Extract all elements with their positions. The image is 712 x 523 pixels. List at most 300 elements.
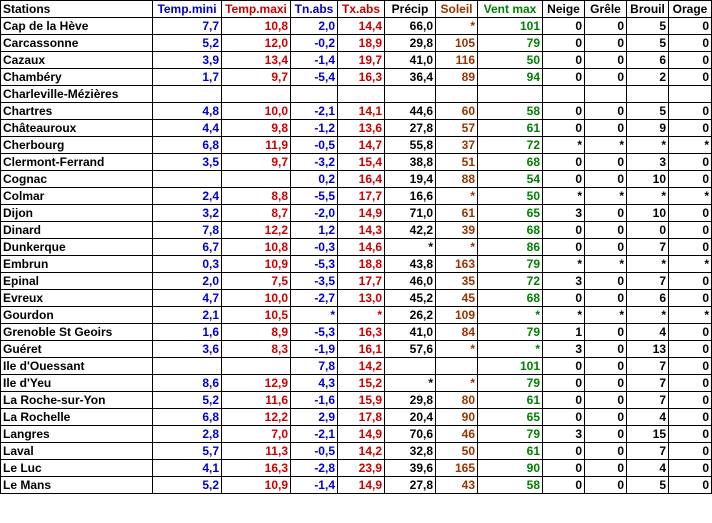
header-grele: Grêle bbox=[585, 1, 627, 18]
cell-tx-abs: 17,8 bbox=[338, 409, 385, 426]
cell-vent-max: 68 bbox=[478, 222, 543, 239]
cell-brouil: 7 bbox=[627, 375, 669, 392]
cell-neige: 0 bbox=[543, 154, 585, 171]
cell-tx-abs: 16,4 bbox=[338, 171, 385, 188]
cell-tn-abs: -2,1 bbox=[291, 426, 338, 443]
cell-station-name: Châteauroux bbox=[1, 120, 153, 137]
cell-tn-abs: 2,9 bbox=[291, 409, 338, 426]
table-row bbox=[1, 103, 712, 120]
cell-orage: 0 bbox=[669, 35, 712, 52]
cell-temp-maxi: 10,9 bbox=[222, 256, 291, 273]
cell-soleil: 57 bbox=[436, 120, 478, 137]
cell-precip: * bbox=[385, 375, 436, 392]
cell-tx-abs: 23,9 bbox=[338, 460, 385, 477]
cell-neige: 0 bbox=[543, 239, 585, 256]
cell-temp-mini: 6,8 bbox=[153, 409, 222, 426]
cell-vent-max: * bbox=[478, 341, 543, 358]
cell-tn-abs: -5,3 bbox=[291, 324, 338, 341]
cell-grele: 0 bbox=[585, 290, 627, 307]
cell-station-name: Cazaux bbox=[1, 52, 153, 69]
cell-orage: 0 bbox=[669, 477, 712, 494]
cell-neige: * bbox=[543, 256, 585, 273]
cell-brouil: 4 bbox=[627, 324, 669, 341]
cell-grele: 0 bbox=[585, 239, 627, 256]
cell-station-name: Charleville-Mézières bbox=[1, 86, 153, 103]
header-soleil: Soleil bbox=[436, 1, 478, 18]
cell-precip: 29,8 bbox=[385, 35, 436, 52]
cell-vent-max: 101 bbox=[478, 358, 543, 375]
cell-soleil: 37 bbox=[436, 137, 478, 154]
table-row bbox=[1, 443, 712, 460]
cell-soleil: * bbox=[436, 341, 478, 358]
cell-tx-abs bbox=[338, 86, 385, 103]
cell-temp-maxi bbox=[222, 358, 291, 375]
cell-neige: 0 bbox=[543, 120, 585, 137]
table-row bbox=[1, 307, 712, 324]
cell-station-name: Ile d'Yeu bbox=[1, 375, 153, 392]
cell-tx-abs: 17,7 bbox=[338, 273, 385, 290]
cell-vent-max: 54 bbox=[478, 171, 543, 188]
cell-precip: 57,6 bbox=[385, 341, 436, 358]
cell-tx-abs: 16,3 bbox=[338, 324, 385, 341]
cell-tn-abs: 1,2 bbox=[291, 222, 338, 239]
cell-grele: 0 bbox=[585, 392, 627, 409]
cell-neige: 0 bbox=[543, 460, 585, 477]
cell-brouil: 13 bbox=[627, 341, 669, 358]
cell-vent-max: 68 bbox=[478, 154, 543, 171]
table-row bbox=[1, 86, 712, 103]
cell-grele: * bbox=[585, 307, 627, 324]
cell-temp-mini: 1,6 bbox=[153, 324, 222, 341]
cell-temp-maxi bbox=[222, 86, 291, 103]
table-row bbox=[1, 154, 712, 171]
cell-precip: 55,8 bbox=[385, 137, 436, 154]
cell-neige: 3 bbox=[543, 205, 585, 222]
cell-tn-abs: -1,9 bbox=[291, 341, 338, 358]
cell-vent-max: 65 bbox=[478, 409, 543, 426]
cell-precip: 66,0 bbox=[385, 18, 436, 35]
cell-tx-abs: 14,4 bbox=[338, 18, 385, 35]
cell-tn-abs: -0,2 bbox=[291, 35, 338, 52]
cell-tn-abs: * bbox=[291, 307, 338, 324]
cell-temp-maxi: 10,0 bbox=[222, 290, 291, 307]
cell-brouil: 6 bbox=[627, 290, 669, 307]
cell-grele: 0 bbox=[585, 358, 627, 375]
cell-soleil: 39 bbox=[436, 222, 478, 239]
cell-temp-maxi: 9,8 bbox=[222, 120, 291, 137]
cell-temp-mini: 2,0 bbox=[153, 273, 222, 290]
cell-tn-abs: -3,5 bbox=[291, 273, 338, 290]
cell-tn-abs: -2,0 bbox=[291, 205, 338, 222]
cell-vent-max: 61 bbox=[478, 392, 543, 409]
table-row bbox=[1, 392, 712, 409]
cell-precip: 44,6 bbox=[385, 103, 436, 120]
cell-soleil: 45 bbox=[436, 290, 478, 307]
cell-grele: 0 bbox=[585, 35, 627, 52]
cell-station-name: Dijon bbox=[1, 205, 153, 222]
cell-vent-max: 61 bbox=[478, 120, 543, 137]
cell-vent-max bbox=[478, 86, 543, 103]
cell-grele: * bbox=[585, 137, 627, 154]
cell-orage: * bbox=[669, 188, 712, 205]
cell-brouil: 0 bbox=[627, 222, 669, 239]
cell-tn-abs: -2,8 bbox=[291, 460, 338, 477]
header-tx-abs: Tx.abs bbox=[338, 1, 385, 18]
cell-tx-abs: 18,8 bbox=[338, 256, 385, 273]
cell-temp-maxi: 12,2 bbox=[222, 222, 291, 239]
cell-grele: 0 bbox=[585, 120, 627, 137]
cell-neige: 0 bbox=[543, 477, 585, 494]
cell-temp-maxi: 7,0 bbox=[222, 426, 291, 443]
cell-neige: 0 bbox=[543, 103, 585, 120]
cell-tx-abs: 14,2 bbox=[338, 443, 385, 460]
cell-station-name: Guéret bbox=[1, 341, 153, 358]
cell-temp-maxi: 9,7 bbox=[222, 154, 291, 171]
cell-soleil: 116 bbox=[436, 52, 478, 69]
cell-precip: 27,8 bbox=[385, 120, 436, 137]
cell-grele: 0 bbox=[585, 477, 627, 494]
cell-temp-maxi: 12,2 bbox=[222, 409, 291, 426]
cell-tn-abs: -2,7 bbox=[291, 290, 338, 307]
cell-orage: 0 bbox=[669, 426, 712, 443]
cell-brouil: 7 bbox=[627, 239, 669, 256]
cell-soleil: 60 bbox=[436, 103, 478, 120]
cell-grele: 0 bbox=[585, 426, 627, 443]
cell-orage: 0 bbox=[669, 103, 712, 120]
cell-vent-max: 79 bbox=[478, 375, 543, 392]
cell-grele: 0 bbox=[585, 103, 627, 120]
cell-precip: 41,0 bbox=[385, 52, 436, 69]
cell-precip: 71,0 bbox=[385, 205, 436, 222]
cell-temp-mini: 6,7 bbox=[153, 239, 222, 256]
cell-brouil: * bbox=[627, 137, 669, 154]
cell-temp-mini: 8,6 bbox=[153, 375, 222, 392]
cell-soleil bbox=[436, 86, 478, 103]
cell-precip: 41,0 bbox=[385, 324, 436, 341]
table-row bbox=[1, 477, 712, 494]
cell-precip: 36,4 bbox=[385, 69, 436, 86]
cell-vent-max: 101 bbox=[478, 18, 543, 35]
header-row bbox=[1, 1, 712, 18]
cell-grele: 0 bbox=[585, 341, 627, 358]
cell-neige: 0 bbox=[543, 171, 585, 188]
cell-precip: 19,4 bbox=[385, 171, 436, 188]
cell-soleil: * bbox=[436, 188, 478, 205]
cell-tn-abs: 0,2 bbox=[291, 171, 338, 188]
cell-brouil bbox=[627, 86, 669, 103]
cell-precip: 42,2 bbox=[385, 222, 436, 239]
cell-brouil: 7 bbox=[627, 273, 669, 290]
cell-temp-maxi bbox=[222, 171, 291, 188]
cell-brouil: 5 bbox=[627, 477, 669, 494]
cell-tx-abs: 14,7 bbox=[338, 137, 385, 154]
cell-tn-abs: -2,1 bbox=[291, 103, 338, 120]
cell-vent-max: 58 bbox=[478, 103, 543, 120]
cell-brouil: 7 bbox=[627, 358, 669, 375]
cell-station-name: Gourdon bbox=[1, 307, 153, 324]
table-row bbox=[1, 341, 712, 358]
cell-vent-max: 94 bbox=[478, 69, 543, 86]
cell-temp-maxi: 12,9 bbox=[222, 375, 291, 392]
cell-tx-abs: 15,4 bbox=[338, 154, 385, 171]
table-row bbox=[1, 256, 712, 273]
table-row bbox=[1, 52, 712, 69]
cell-station-name: Clermont-Ferrand bbox=[1, 154, 153, 171]
cell-soleil: 46 bbox=[436, 426, 478, 443]
cell-temp-mini: 3,2 bbox=[153, 205, 222, 222]
cell-precip: 38,8 bbox=[385, 154, 436, 171]
cell-precip: 45,2 bbox=[385, 290, 436, 307]
cell-temp-mini: 5,2 bbox=[153, 392, 222, 409]
cell-tn-abs: -0,3 bbox=[291, 239, 338, 256]
cell-soleil: 90 bbox=[436, 409, 478, 426]
cell-tx-abs: 13,0 bbox=[338, 290, 385, 307]
cell-station-name: Ile d'Ouessant bbox=[1, 358, 153, 375]
cell-orage: 0 bbox=[669, 18, 712, 35]
cell-orage: * bbox=[669, 137, 712, 154]
cell-neige: * bbox=[543, 307, 585, 324]
cell-precip: 32,8 bbox=[385, 443, 436, 460]
cell-soleil: 165 bbox=[436, 460, 478, 477]
cell-soleil: 109 bbox=[436, 307, 478, 324]
cell-soleil: 88 bbox=[436, 171, 478, 188]
cell-station-name: Cognac bbox=[1, 171, 153, 188]
cell-temp-mini: 0,3 bbox=[153, 256, 222, 273]
cell-brouil: 3 bbox=[627, 154, 669, 171]
cell-station-name: Dinard bbox=[1, 222, 153, 239]
table-row bbox=[1, 137, 712, 154]
cell-grele bbox=[585, 86, 627, 103]
cell-neige: 1 bbox=[543, 324, 585, 341]
cell-temp-maxi: 12,0 bbox=[222, 35, 291, 52]
cell-station-name: Laval bbox=[1, 443, 153, 460]
cell-vent-max: 50 bbox=[478, 188, 543, 205]
cell-orage: 0 bbox=[669, 273, 712, 290]
cell-station-name: Cap de la Hève bbox=[1, 18, 153, 35]
cell-precip: 46,0 bbox=[385, 273, 436, 290]
cell-neige: 0 bbox=[543, 443, 585, 460]
cell-soleil: 51 bbox=[436, 154, 478, 171]
cell-brouil: 4 bbox=[627, 460, 669, 477]
cell-tx-abs: 14,2 bbox=[338, 358, 385, 375]
cell-orage: 0 bbox=[669, 392, 712, 409]
cell-brouil: 2 bbox=[627, 69, 669, 86]
cell-tn-abs: 2,0 bbox=[291, 18, 338, 35]
cell-tn-abs bbox=[291, 86, 338, 103]
cell-precip: 16,6 bbox=[385, 188, 436, 205]
table-row bbox=[1, 35, 712, 52]
cell-soleil bbox=[436, 358, 478, 375]
cell-precip: 43,8 bbox=[385, 256, 436, 273]
cell-neige: 0 bbox=[543, 358, 585, 375]
cell-temp-mini bbox=[153, 171, 222, 188]
cell-brouil: 5 bbox=[627, 18, 669, 35]
cell-precip bbox=[385, 358, 436, 375]
cell-soleil: * bbox=[436, 375, 478, 392]
cell-neige: 0 bbox=[543, 375, 585, 392]
cell-orage: 0 bbox=[669, 171, 712, 188]
cell-vent-max: * bbox=[478, 307, 543, 324]
table-row bbox=[1, 273, 712, 290]
cell-temp-mini: 5,2 bbox=[153, 35, 222, 52]
header-precip: Précip bbox=[385, 1, 436, 18]
cell-orage: 0 bbox=[669, 120, 712, 137]
cell-soleil: 50 bbox=[436, 443, 478, 460]
cell-neige: * bbox=[543, 188, 585, 205]
cell-temp-mini: 6,8 bbox=[153, 137, 222, 154]
cell-brouil: 10 bbox=[627, 171, 669, 188]
cell-tn-abs: -1,2 bbox=[291, 120, 338, 137]
cell-tx-abs: 15,9 bbox=[338, 392, 385, 409]
table-row bbox=[1, 18, 712, 35]
cell-temp-mini: 1,7 bbox=[153, 69, 222, 86]
cell-grele: 0 bbox=[585, 171, 627, 188]
cell-station-name: Cherbourg bbox=[1, 137, 153, 154]
cell-neige: * bbox=[543, 137, 585, 154]
cell-temp-mini bbox=[153, 358, 222, 375]
cell-neige: 0 bbox=[543, 18, 585, 35]
cell-brouil: 10 bbox=[627, 205, 669, 222]
cell-grele: 0 bbox=[585, 324, 627, 341]
header-station: Stations bbox=[1, 1, 153, 18]
cell-neige: 0 bbox=[543, 35, 585, 52]
table-row bbox=[1, 222, 712, 239]
cell-tx-abs: 17,7 bbox=[338, 188, 385, 205]
cell-tx-abs: * bbox=[338, 307, 385, 324]
cell-vent-max: 79 bbox=[478, 324, 543, 341]
cell-station-name: Le Mans bbox=[1, 477, 153, 494]
cell-grele: 0 bbox=[585, 443, 627, 460]
cell-tn-abs: -3,2 bbox=[291, 154, 338, 171]
cell-tx-abs: 14,1 bbox=[338, 103, 385, 120]
cell-vent-max: 79 bbox=[478, 35, 543, 52]
cell-neige bbox=[543, 86, 585, 103]
cell-orage: 0 bbox=[669, 205, 712, 222]
cell-vent-max: 58 bbox=[478, 477, 543, 494]
cell-temp-maxi: 8,7 bbox=[222, 205, 291, 222]
cell-temp-maxi: 9,7 bbox=[222, 69, 291, 86]
cell-temp-maxi: 10,9 bbox=[222, 477, 291, 494]
cell-grele: 0 bbox=[585, 460, 627, 477]
cell-orage: 0 bbox=[669, 154, 712, 171]
cell-tx-abs: 13,6 bbox=[338, 120, 385, 137]
cell-station-name: Le Luc bbox=[1, 460, 153, 477]
table-row bbox=[1, 239, 712, 256]
cell-tx-abs: 19,7 bbox=[338, 52, 385, 69]
cell-vent-max: 79 bbox=[478, 256, 543, 273]
cell-station-name: Epinal bbox=[1, 273, 153, 290]
cell-temp-mini: 4,8 bbox=[153, 103, 222, 120]
cell-temp-mini: 3,5 bbox=[153, 154, 222, 171]
cell-brouil: 15 bbox=[627, 426, 669, 443]
cell-soleil: 84 bbox=[436, 324, 478, 341]
cell-neige: 3 bbox=[543, 273, 585, 290]
header-tn-abs: Tn.abs bbox=[291, 1, 338, 18]
cell-temp-maxi: 16,3 bbox=[222, 460, 291, 477]
cell-brouil: 5 bbox=[627, 35, 669, 52]
cell-station-name: La Rochelle bbox=[1, 409, 153, 426]
cell-tn-abs: -5,5 bbox=[291, 188, 338, 205]
cell-precip: 20,4 bbox=[385, 409, 436, 426]
cell-orage: 0 bbox=[669, 222, 712, 239]
cell-vent-max: 50 bbox=[478, 52, 543, 69]
cell-neige: 0 bbox=[543, 290, 585, 307]
cell-grele: 0 bbox=[585, 205, 627, 222]
header-orage: Orage bbox=[669, 1, 712, 18]
cell-grele: 0 bbox=[585, 154, 627, 171]
cell-precip bbox=[385, 86, 436, 103]
cell-station-name: Evreux bbox=[1, 290, 153, 307]
cell-temp-mini bbox=[153, 86, 222, 103]
cell-temp-mini: 7,7 bbox=[153, 18, 222, 35]
cell-soleil: 80 bbox=[436, 392, 478, 409]
cell-temp-mini: 5,7 bbox=[153, 443, 222, 460]
cell-vent-max: 72 bbox=[478, 137, 543, 154]
table-row bbox=[1, 426, 712, 443]
cell-station-name: Langres bbox=[1, 426, 153, 443]
cell-brouil: 7 bbox=[627, 443, 669, 460]
cell-temp-maxi: 10,8 bbox=[222, 239, 291, 256]
cell-temp-maxi: 7,5 bbox=[222, 273, 291, 290]
cell-temp-mini: 3,6 bbox=[153, 341, 222, 358]
cell-station-name: Embrun bbox=[1, 256, 153, 273]
table-row bbox=[1, 69, 712, 86]
cell-temp-mini: 5,2 bbox=[153, 477, 222, 494]
table-row bbox=[1, 188, 712, 205]
cell-orage: * bbox=[669, 307, 712, 324]
cell-temp-mini: 4,1 bbox=[153, 460, 222, 477]
cell-neige: 0 bbox=[543, 52, 585, 69]
cell-brouil: 5 bbox=[627, 103, 669, 120]
cell-tx-abs: 14,9 bbox=[338, 205, 385, 222]
table-row bbox=[1, 205, 712, 222]
cell-soleil: * bbox=[436, 239, 478, 256]
cell-orage bbox=[669, 86, 712, 103]
cell-grele: * bbox=[585, 188, 627, 205]
cell-vent-max: 61 bbox=[478, 443, 543, 460]
cell-orage: 0 bbox=[669, 290, 712, 307]
table-row bbox=[1, 375, 712, 392]
cell-orage: 0 bbox=[669, 341, 712, 358]
cell-temp-maxi: 13,4 bbox=[222, 52, 291, 69]
cell-precip: 29,8 bbox=[385, 392, 436, 409]
table-row bbox=[1, 290, 712, 307]
cell-tx-abs: 14,6 bbox=[338, 239, 385, 256]
cell-precip: 26,2 bbox=[385, 307, 436, 324]
cell-tn-abs: -0,5 bbox=[291, 137, 338, 154]
cell-soleil: 105 bbox=[436, 35, 478, 52]
cell-orage: 0 bbox=[669, 358, 712, 375]
cell-precip: 70,6 bbox=[385, 426, 436, 443]
cell-vent-max: 86 bbox=[478, 239, 543, 256]
cell-precip: * bbox=[385, 239, 436, 256]
cell-tn-abs: -1,4 bbox=[291, 477, 338, 494]
cell-orage: 0 bbox=[669, 52, 712, 69]
cell-temp-maxi: 11,9 bbox=[222, 137, 291, 154]
cell-brouil: 7 bbox=[627, 392, 669, 409]
cell-brouil: * bbox=[627, 256, 669, 273]
cell-grele: 0 bbox=[585, 18, 627, 35]
cell-orage: * bbox=[669, 256, 712, 273]
table-row bbox=[1, 324, 712, 341]
cell-orage: 0 bbox=[669, 69, 712, 86]
cell-tx-abs: 14,3 bbox=[338, 222, 385, 239]
cell-temp-mini: 2,8 bbox=[153, 426, 222, 443]
cell-temp-maxi: 8,8 bbox=[222, 188, 291, 205]
cell-brouil: 6 bbox=[627, 52, 669, 69]
cell-tn-abs: 7,8 bbox=[291, 358, 338, 375]
cell-temp-maxi: 11,6 bbox=[222, 392, 291, 409]
